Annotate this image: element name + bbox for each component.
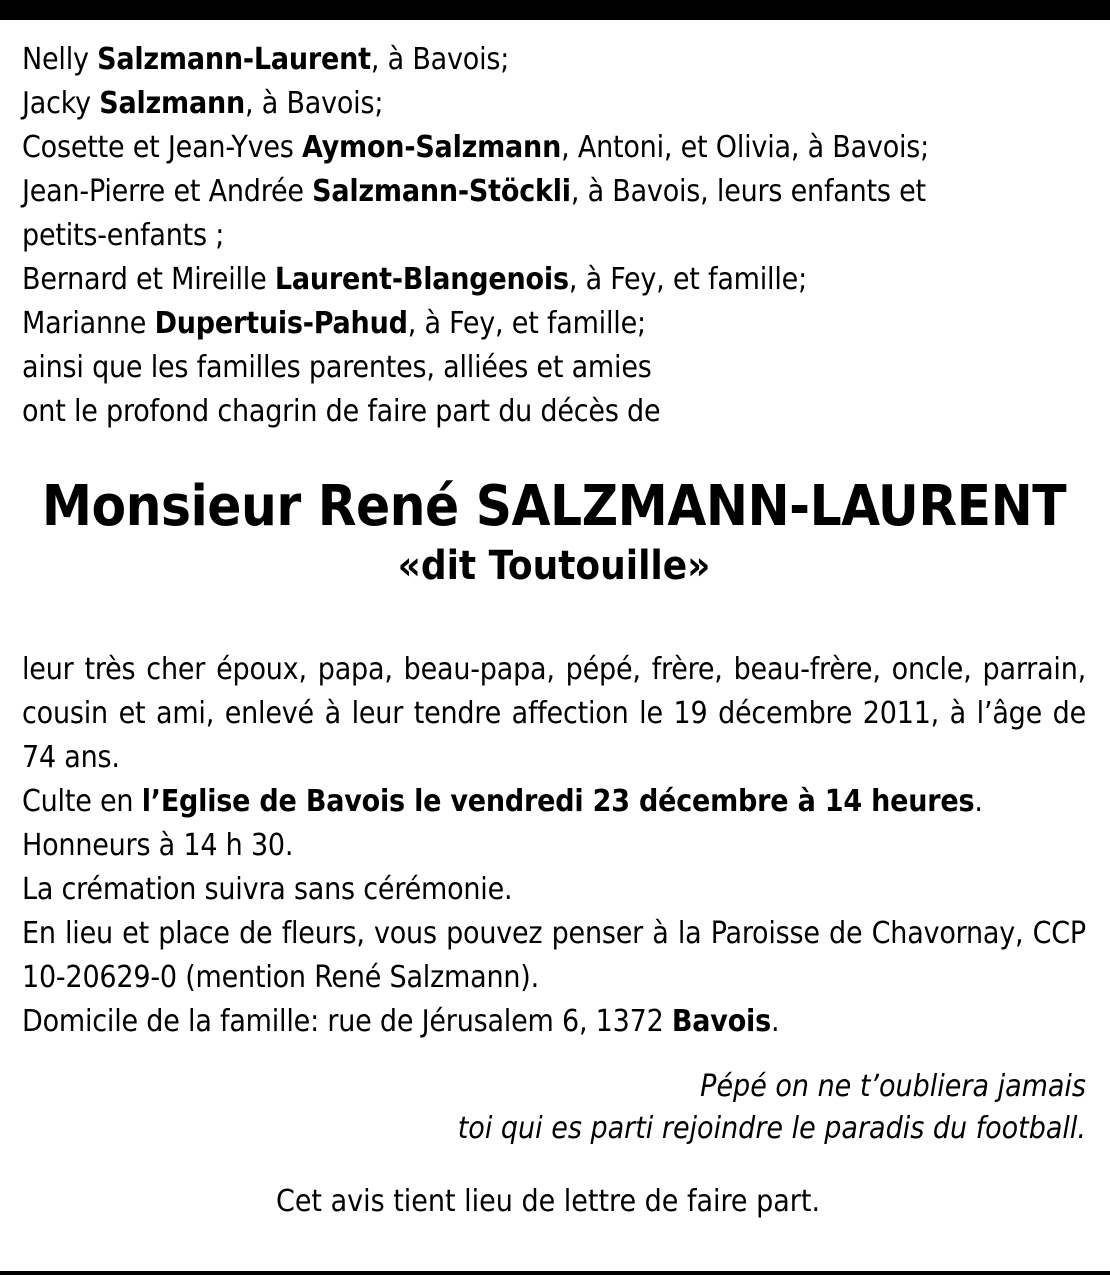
family-surname: Salzmann-Laurent xyxy=(97,42,371,77)
notice-footer: Cet avis tient lieu de lettre de faire part. xyxy=(275,1184,821,1219)
funeral-details xyxy=(22,648,1086,1044)
family-line-marianne: Marianne Dupertuis-Pahud, à Fey, et famille; xyxy=(22,306,646,341)
domicile-town: Bavois xyxy=(671,1004,771,1039)
family-closing-line-2: ont le profond chagrin de faire part du décès de xyxy=(22,394,661,429)
quote-line-1: Pépé on ne t’oubliera jamais xyxy=(700,1069,1086,1104)
deceased-name: Monsieur René SALZMANN-LAURENT xyxy=(41,474,1067,539)
quote-line-2: toi qui es parti rejoindre le paradis du football. xyxy=(457,1111,1086,1146)
deceased-nickname: «dit Toutouille» xyxy=(397,543,711,589)
top-border-rule xyxy=(0,0,1110,20)
cremation-info: La crémation suivra sans cérémonie. xyxy=(22,872,513,907)
family-surname: Salzmann xyxy=(99,86,245,121)
donation-info: En lieu et place de fleurs, vous pouvez penser à la Paroisse de Chavornay, CCP 10-20629-0 (mention René Salzmann). xyxy=(22,916,1086,995)
deceased-description: leur très cher époux, papa, beau-papa, pépé, frère, beau-frère, oncle, parrain, cousin et ami, enlevé à leur tendre affection le 19 décembre 2011, à l’âge de 74 ans. xyxy=(22,652,1086,775)
family-announcement xyxy=(22,38,1086,434)
family-surname: Salzmann-Stöckli xyxy=(312,174,571,209)
family-line-jeanpierre-continued: petits-enfants ; xyxy=(22,218,225,253)
family-surname: Aymon-Salzmann xyxy=(302,130,562,165)
family-surname: Laurent-Blangenois xyxy=(274,262,569,297)
family-line-jeanpierre: Jean-Pierre et Andrée Salzmann-Stöckli, à Bavois, leurs enfants et xyxy=(22,174,926,209)
family-line-jacky: Jacky Salzmann, à Bavois; xyxy=(22,86,384,121)
service-place-time: l’Eglise de Bavois le vendredi 23 décembre à 14 heures xyxy=(141,784,975,819)
memorial-quote xyxy=(22,1066,1086,1150)
obituary-notice xyxy=(22,38,1086,1224)
family-closing-line-1: ainsi que les familles parentes, alliées et amies xyxy=(22,350,652,385)
family-surname: Dupertuis-Pahud xyxy=(154,306,408,341)
family-line-bernard: Bernard et Mireille Laurent-Blangenois, à Fey, et famille; xyxy=(22,262,807,297)
domicile-info: Domicile de la famille: rue de Jérusalem 6, 1372 Bavois. xyxy=(22,1004,780,1039)
family-line-cosette: Cosette et Jean-Yves Aymon-Salzmann, Antoni, et Olivia, à Bavois; xyxy=(22,130,930,165)
bottom-border-rule xyxy=(0,1271,1110,1275)
deceased-heading xyxy=(22,474,1086,592)
honours-info: Honneurs à 14 h 30. xyxy=(22,828,294,863)
family-line-nelly: Nelly Salzmann-Laurent, à Bavois; xyxy=(22,42,510,77)
service-info: Culte en l’Eglise de Bavois le vendredi 23 décembre à 14 heures. xyxy=(22,784,983,819)
